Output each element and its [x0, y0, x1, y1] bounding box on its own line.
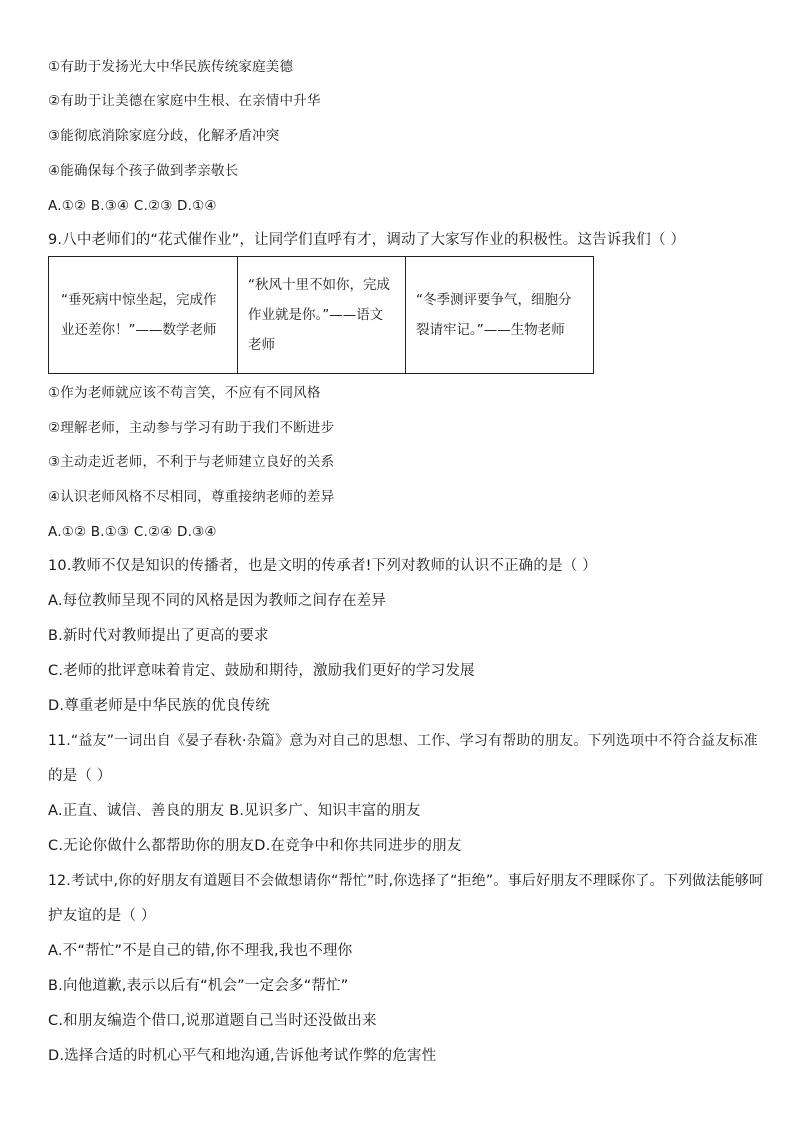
q10-option-b: B.新时代对教师提出了更高的要求 — [48, 628, 269, 644]
q8-option-4: ④能确保每个孩子做到孝亲敬长 — [48, 163, 239, 179]
q8-option-3: ③能彻底消除家庭分歧，化解矛盾冲突 — [48, 128, 280, 144]
q12-option-c: C.和朋友编造个借口,说那道题自己当时还没做出来 — [48, 1013, 377, 1029]
q9-option-3: ③主动走近老师，不利于与老师建立良好的关系 — [48, 454, 335, 470]
q12-option-a: A.不“帮忙”不是自己的错,你不理我,我也不理你 — [48, 943, 353, 959]
q10-option-a: A.每位教师呈现不同的风格是因为教师之间存在差异 — [48, 593, 387, 609]
q10-option-d: D.尊重老师是中华民族的优良传统 — [48, 698, 270, 714]
q12-stem-line-2: 护友谊的是（ ） — [48, 908, 156, 924]
q8-option-2: ②有助于让美德在家庭中生根、在亲情中升华 — [48, 93, 321, 109]
q11-stem-line-1: 11.“益友”一词出自《晏子春秋·杂篇》意为对自己的思想、工作、学习有帮助的朋友。下列选项中不符合益友标准 — [48, 733, 758, 749]
q11-options-cd: C.无论你做什么都帮助你的朋友D.在竞争中和你共同进步的朋友 — [48, 838, 462, 854]
table-row — [49, 257, 594, 374]
quote-chinese-teacher: “秋风十里不如你，完成作业就是你。”——语文老师 — [238, 257, 406, 374]
quote-biology-teacher: “冬季测评要争气，细胞分裂请牢记。”——生物老师 — [406, 257, 594, 374]
q9-stem: 9.八中老师们的“花式催作业”，让同学们直呼有才，调动了大家写作业的积极性。这告诉我们（ ） — [48, 232, 686, 248]
q9-option-4: ④认识老师风格不尽相同，尊重接纳老师的差异 — [48, 489, 335, 505]
q11-stem-line-2: 的是（ ） — [48, 768, 112, 784]
q11-options-ab: A.正直、诚信、善良的朋友 B.见识多广、知识丰富的朋友 — [48, 803, 421, 819]
q9-quote-table — [48, 256, 594, 374]
q12-option-d: D.选择合适的时机心平气和地沟通,告诉他考试作弊的危害性 — [48, 1048, 437, 1064]
q9-option-2: ②理解老师，主动参与学习有助于我们不断进步 — [48, 420, 335, 436]
q8-answer-choices: A.①② B.③④ C.②③ D.①④ — [48, 198, 217, 214]
q12-option-b: B.向他道歉,表示以后有“机会”一定会多“帮忙” — [48, 978, 349, 994]
quote-math-teacher: “垂死病中惊坐起，完成作业还差你！”——数学老师 — [49, 257, 238, 374]
q9-answer-choices: A.①② B.①③ C.②④ D.③④ — [48, 524, 217, 540]
q9-option-1: ①作为老师就应该不苟言笑，不应有不同风格 — [48, 385, 321, 401]
q10-stem: 10.教师不仅是知识的传播者，也是文明的传承者!下列对教师的认识不正确的是（ ） — [48, 558, 597, 574]
q8-option-1: ①有助于发扬光大中华民族传统家庭美德 — [48, 59, 294, 75]
q10-option-c: C.老师的批评意味着肯定、鼓励和期待，激励我们更好的学习发展 — [48, 663, 475, 679]
q12-stem-line-1: 12.考试中,你的好朋友有道题目不会做想请你“帮忙”时,你选择了“拒绝”。事后好朋友不理睬你了。下列做法能够呵 — [48, 873, 764, 889]
